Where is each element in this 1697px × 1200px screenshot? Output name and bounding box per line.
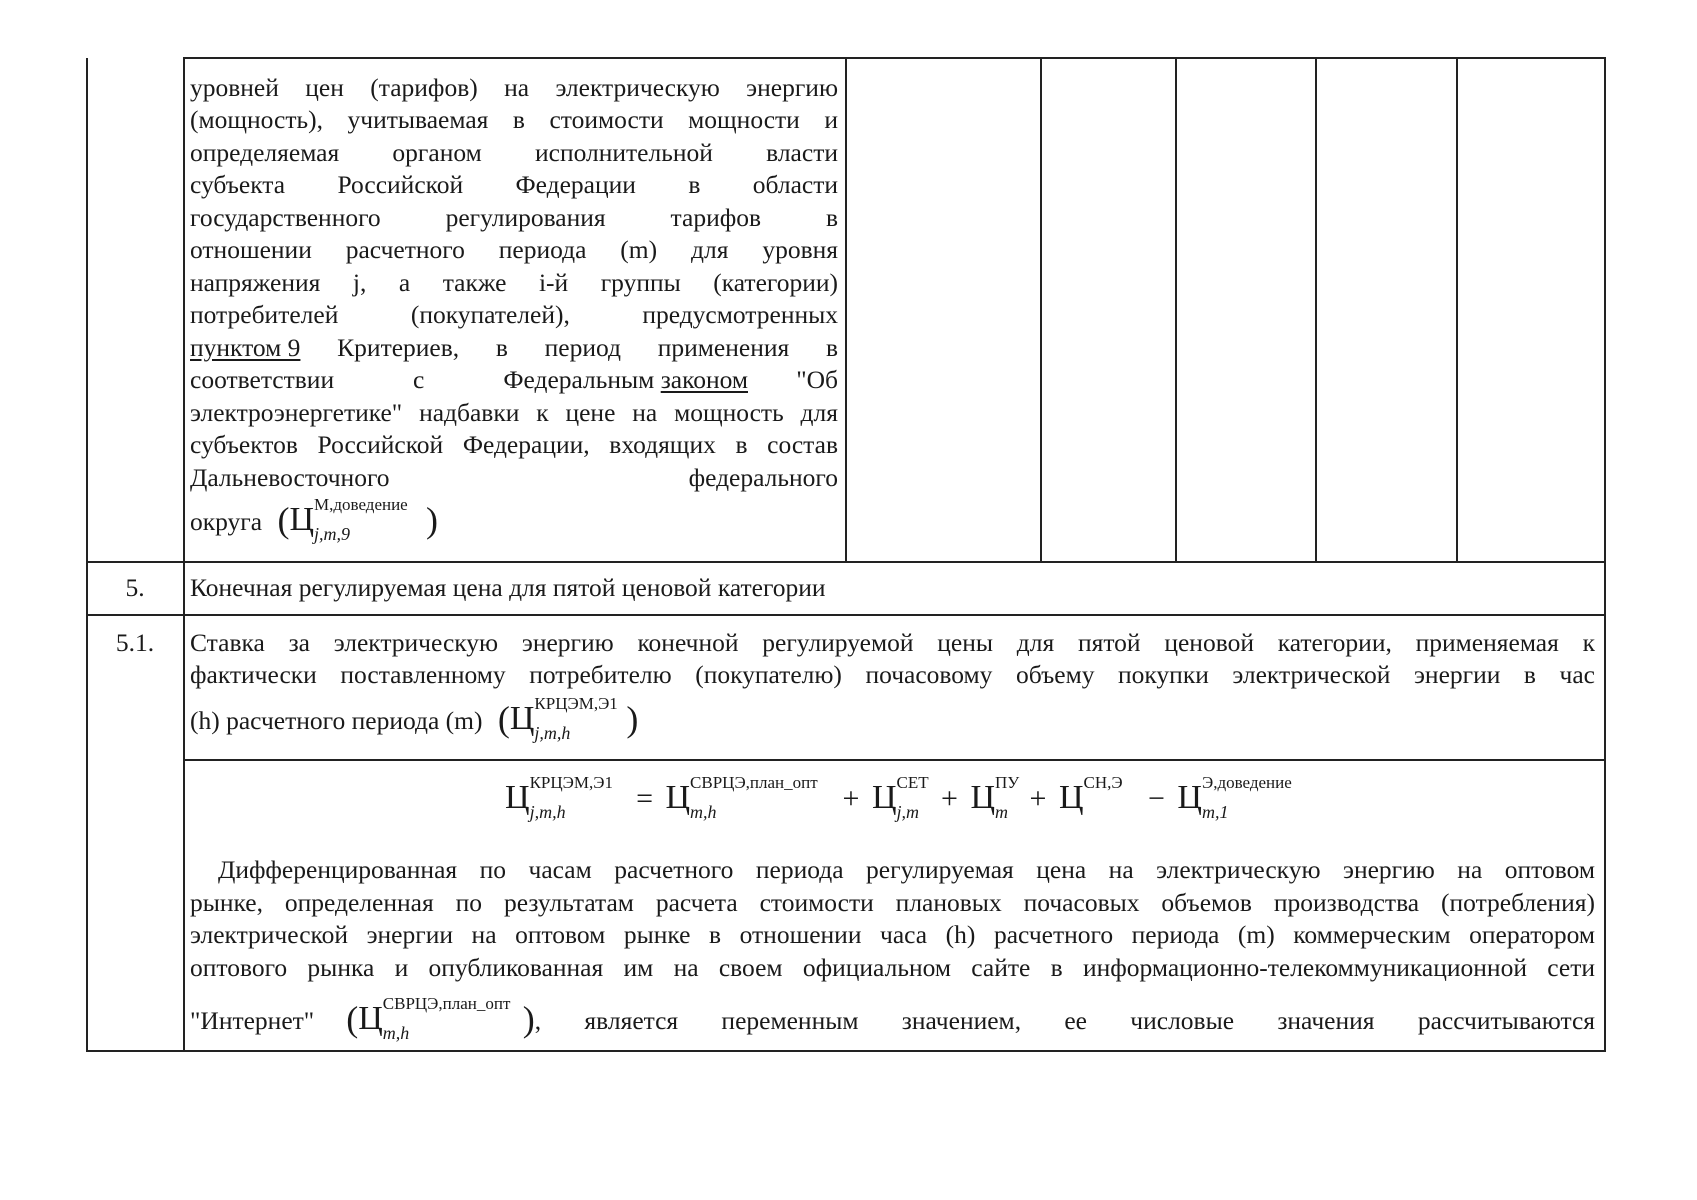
- table-row-divider: [86, 614, 1606, 616]
- text-line: электрической энергии на оптовом рынке в отношении часа (h) расчетного периода (m) коммерческим оператором: [190, 920, 1595, 949]
- formula-paren-open: (: [488, 699, 510, 739]
- formula-superscript: СЕТ: [896, 773, 929, 792]
- equation-operator: +: [1029, 782, 1047, 815]
- table-border-top: [183, 57, 1606, 59]
- equation-term: Ц Э,доведение m,1: [1177, 773, 1292, 822]
- formula-paren-close: ): [522, 999, 535, 1039]
- table-border-right: [1604, 58, 1606, 1052]
- text-line: оптового рынка и опубликованная им на своем официальном сайте в информационно-телекоммуникационной сети: [190, 953, 1595, 982]
- formula-paren-close: ): [426, 500, 439, 540]
- formula-superscript: КРЦЭМ,Э1: [529, 773, 613, 792]
- formula-subscript: m,h: [382, 1023, 410, 1043]
- equation-operator: +: [941, 782, 958, 815]
- row-number: 5.1.: [115, 628, 155, 657]
- formula-symbol: Ц СВРЦЭ,план_опт m,h: [358, 994, 511, 1043]
- formula-superscript: СН,Э: [1083, 773, 1123, 792]
- equation-term: Ц СЕТ j,m: [871, 773, 929, 822]
- text-line: Дальневосточного федерального: [190, 463, 838, 492]
- text-line-with-formula: [190, 495, 439, 544]
- formula-paren-open: (: [268, 500, 290, 540]
- formula-superscript: Э,доведение: [1201, 773, 1292, 792]
- formula-symbol: Ц КРЦЭМ,Э1 j,m,h: [509, 694, 618, 743]
- formula-subscript: m,h: [690, 802, 717, 822]
- table-col-divider: [1456, 58, 1458, 563]
- table-border-left: [86, 58, 88, 1052]
- text-fragment: округа: [190, 507, 263, 536]
- text-line-with-link: [190, 365, 838, 395]
- text-line: субъекта Российской Федерации в области: [190, 170, 838, 199]
- equation-operator: +: [842, 782, 860, 815]
- text-fragment: соответствии с Федеральным: [190, 365, 661, 394]
- text-line: Ставка за электрическую энергию конечной регулируемой цены для пятой ценовой категории, применяемая к: [190, 628, 1595, 657]
- text-fragment: (h) расчетного периода (m): [190, 706, 483, 735]
- text-line: отношении расчетного периода (m) для уровня: [190, 235, 838, 264]
- text-line: электроэнергетике" надбавки к цене на мощность для: [190, 398, 838, 427]
- formula-superscript: ПУ: [995, 773, 1020, 792]
- formula-subscript: j,m,h: [529, 802, 566, 822]
- text-fragment: Критериев, в период применения в: [300, 333, 838, 362]
- text-line: потребителей (покупателей), предусмотренных: [190, 300, 838, 329]
- text-line: уровней цен (тарифов) на электрическую энергию: [190, 73, 838, 102]
- formula-superscript: КРЦЭМ,Э1: [534, 694, 618, 713]
- formula-paren-open: (: [346, 999, 359, 1039]
- text-line: (мощность), учитываемая в стоимости мощности и: [190, 105, 838, 134]
- text-line: рынке, определенная по результатам расчета стоимости плановых почасовых объемов производства (потребления): [190, 888, 1595, 917]
- text-line: государственного регулирования тарифов в: [190, 203, 838, 232]
- table-col-divider: [845, 58, 847, 563]
- link-zakon[interactable]: законом: [660, 365, 748, 394]
- text-line: определяемая органом исполнительной власти: [190, 138, 838, 167]
- table-col-divider: [1040, 58, 1042, 563]
- formula-subscript: m,1: [1201, 802, 1229, 822]
- text-line-with-link: [190, 333, 838, 363]
- table-border-num-col: [183, 58, 185, 1052]
- text-fragment: , является переменным значением, ее числовые значения рассчитываются: [534, 1006, 1595, 1035]
- table-row-divider: [183, 759, 1606, 761]
- equation-term: Ц КРЦЭМ,Э1 j,m,h: [505, 773, 613, 822]
- equation-term: Ц СВРЦЭ,план_опт m,h: [665, 773, 818, 822]
- text-fragment: "Интернет": [190, 1006, 315, 1035]
- text-fragment: "Об: [789, 365, 838, 394]
- text-line: фактически поставленному потребителю (покупателю) почасовому объему покупки электрической энергии в час: [190, 660, 1595, 689]
- formula-superscript: СВРЦЭ,план_опт: [690, 773, 818, 792]
- formula-subscript: j,m,9: [314, 524, 351, 544]
- equation-operator: −: [1148, 782, 1165, 815]
- table-col-divider: [1315, 58, 1317, 563]
- equation-term: Ц ПУ m: [970, 773, 1020, 822]
- formula-subscript: j,m,h: [534, 723, 571, 743]
- row-title: Конечная регулируемая цена для пятой ценовой категории: [190, 573, 826, 602]
- table-border-bottom: [86, 1050, 1606, 1052]
- text-line: напряжения j, а также i-й группы (категории): [190, 268, 838, 297]
- link-punkt-9[interactable]: пунктом 9: [190, 333, 301, 362]
- formula-subscript: j,m: [896, 802, 920, 822]
- row-number: 5.: [125, 573, 145, 602]
- equation-term: Ц СН,Э: [1058, 773, 1123, 816]
- text-line-with-formula: [190, 694, 639, 743]
- text-line: Дифференцированная по часам расчетного периода регулируемая цена на электрическую энергию на оптовом: [218, 855, 1595, 884]
- equation-operator: =: [636, 782, 653, 815]
- table-col-divider: [1175, 58, 1177, 563]
- equation: [505, 773, 1292, 822]
- formula-superscript: М,доведение: [314, 495, 408, 514]
- text-line: субъектов Российской Федерации, входящих в состав: [190, 430, 838, 459]
- formula-paren-close: ): [626, 699, 639, 739]
- formula-symbol: Ц М,доведение j,m,9: [289, 495, 408, 544]
- text-line-with-formula: [190, 994, 1595, 1043]
- formula-subscript: m: [995, 802, 1009, 822]
- formula-superscript: СВРЦЭ,план_опт: [382, 994, 511, 1013]
- table-row-divider: [86, 561, 1606, 563]
